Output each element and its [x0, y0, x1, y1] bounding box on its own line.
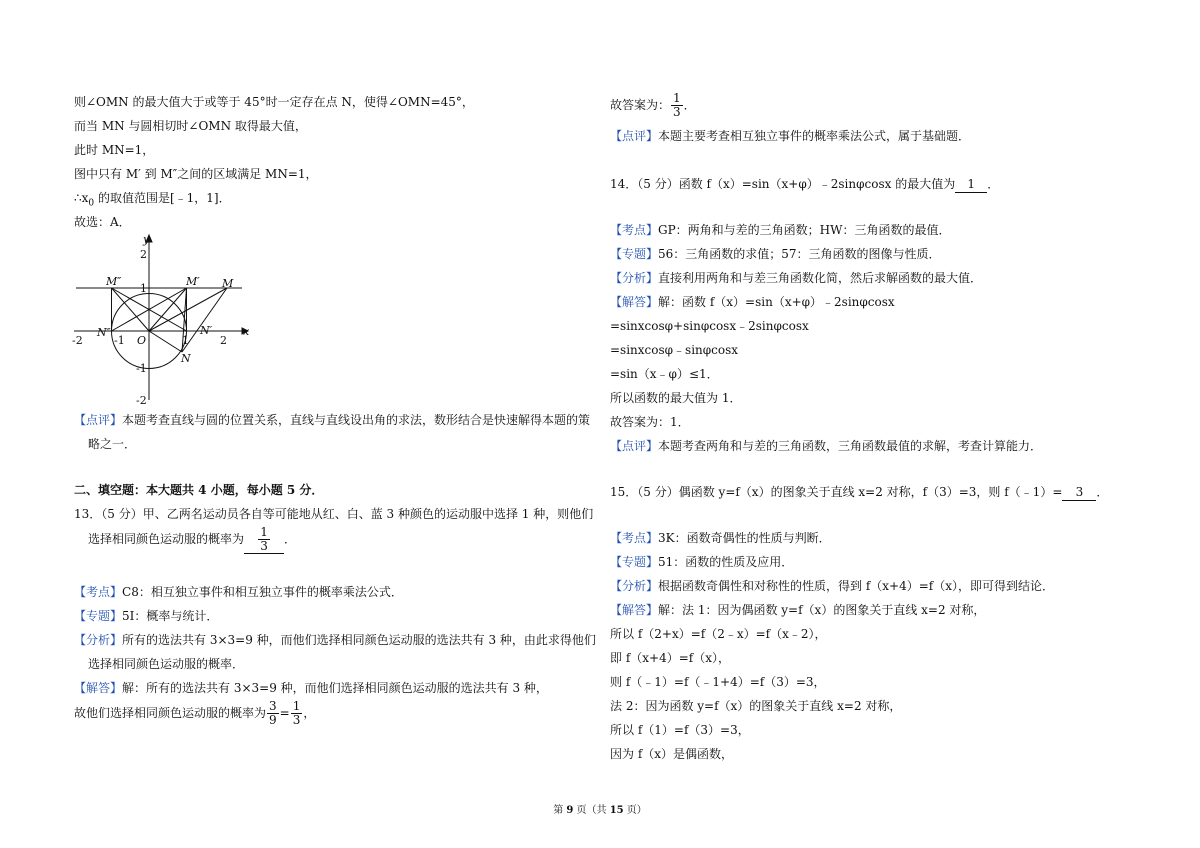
text-line: 【解答】解：函数 f（x）=sin（x+φ）﹣2sinφcosx	[610, 295, 895, 309]
x-axis-label: x	[243, 325, 250, 338]
text-line: 【专题】51：函数的性质及应用．	[610, 555, 794, 569]
comment-line: 略之一．	[88, 437, 137, 451]
text-line: $\therefore x_0$ 的取值范围是[﹣1，1]．	[74, 191, 231, 209]
section-heading: 二、填空题：本大题共 4 小题，每小题 5 分．	[74, 483, 324, 497]
tick-label: -1	[114, 334, 125, 347]
text-line: 此时 MN=1，	[74, 143, 155, 157]
tick-label: -1	[136, 362, 147, 375]
text-line: =sin（x﹣φ）≤1．	[610, 367, 719, 381]
question-14: 14．（5 分）函数 f（x）=sin（x+φ）﹣2sinφcosx 的最大值为 1 ．	[610, 177, 1000, 191]
text-line: 【分析】根据函数奇偶性和对称性的性质，得到 f（x+4）=f（x），即可得到结论．	[610, 579, 1054, 593]
text-line: 【分析】所有的选法共有 3×3=9 种，而他们选择相同颜色运动服的选法共有 3 种，由此求得他们	[74, 633, 596, 647]
text-line: 故答案为：1．	[610, 415, 690, 429]
tick-label: 1	[182, 334, 189, 347]
text-line: 【考点】C8：相互独立事件和相互独立事件的概率乘法公式．	[74, 585, 403, 599]
text-line: 【考点】3K：函数奇偶性的性质与判断．	[610, 531, 831, 545]
text-line: 因为 f（x）是偶函数，	[610, 747, 734, 761]
origin-label: O	[137, 334, 147, 347]
text-line: 所以 f（1）=f（3）=3，	[610, 723, 750, 737]
comment-line: 【点评】本题考查直线与圆的位置关系，直线与直线设出角的求法，数形结合是快速解得本题的策	[74, 413, 591, 427]
text-line: 法 2：因为函数 y=f（x）的图象关于直线 x=2 对称，	[610, 699, 902, 713]
text-line: 即 f（x+4）=f（x），	[610, 651, 730, 665]
text-line: 图中只有 M′ 到 M″之间的区域满足 MN=1，	[74, 167, 318, 181]
page-footer: 第 9 页（共 15 页）	[553, 805, 647, 816]
text-line: 则 f（﹣1）=f（﹣1+4）=f（3）=3，	[610, 675, 826, 689]
text-line: 选择相同颜色运动服的概率．	[88, 657, 245, 671]
question-15: 15．（5 分）偶函数 y=f（x）的图象关于直线 x=2 对称，f（3）=3，则 f（﹣1）= 3 ．	[610, 485, 1109, 499]
text-line: 【解答】解：法 1：因为偶函数 y=f（x）的图象关于直线 x=2 对称，	[610, 603, 986, 617]
text-line: 【分析】直接利用两角和与差三角函数化简，然后求解函数的最大值．	[610, 271, 983, 285]
point-label: M	[222, 277, 234, 290]
text-line: =sinxcosφ+sinφcosx﹣2sinφcosx	[610, 319, 809, 333]
tick-label: -2	[136, 394, 147, 407]
text-line: 所以 f（2+x）=f（2﹣x）=f（x﹣2），	[610, 627, 827, 641]
text-line: 【专题】5I：概率与统计．	[74, 609, 219, 623]
text-line: 【考点】GP：两角和与差的三角函数；HW：三角函数的最值．	[610, 223, 951, 237]
text-line: 【点评】本题主要考查相互独立事件的概率乘法公式，属于基础题．	[610, 129, 971, 143]
point-label: M′	[186, 275, 200, 288]
point-label: N′	[200, 324, 213, 337]
text-line: 【专题】56：三角函数的求值；57：三角函数的图像与性质．	[610, 247, 941, 261]
point-label: N″	[97, 326, 111, 339]
coordinate-figure	[70, 230, 260, 410]
y-axis-label: y	[143, 233, 150, 246]
text-line: 故选：A．	[74, 215, 131, 229]
tick-label: 2	[140, 248, 147, 261]
tick-label: 1	[140, 282, 147, 295]
tick-label: 2	[220, 334, 227, 347]
text-line: =sinxcosφ﹣sinφcosx	[610, 343, 739, 357]
point-label: N	[181, 352, 191, 365]
question-13: 13．（5 分）甲、乙两名运动员各自等可能地从红、白、蓝 3 种颜色的运动服中选择 1 种，则他们	[74, 507, 594, 521]
text-line: 【点评】本题考查两角和与差的三角函数，三角函数最值的求解，考查计算能力．	[610, 439, 1043, 453]
point-label: M″	[106, 275, 122, 288]
text-line: 而当 MN 与圆相切时∠OMN 取得最大值，	[74, 119, 307, 133]
text-line: 所以函数的最大值为 1．	[610, 391, 742, 405]
question-13-line2: 选择相同颜色运动服的概率为 $\frac{1}{3}$ ．	[88, 525, 297, 553]
text-line: 故他们选择相同颜色运动服的概率为 $\frac{3}{9}$ = $\frac{1}{3}$ ，	[74, 699, 316, 727]
text-line: 则∠OMN 的最大值大于或等于 45°时一定存在点 N，使得∠OMN=45°，	[74, 95, 474, 109]
tick-label: -2	[72, 334, 83, 347]
text-line: 【解答】解：所有的选法共有 3×3=9 种，而他们选择相同颜色运动服的选法共有 3 种，	[74, 681, 548, 695]
text-line: 故答案为： $\frac{1}{3}$ ．	[610, 91, 696, 119]
